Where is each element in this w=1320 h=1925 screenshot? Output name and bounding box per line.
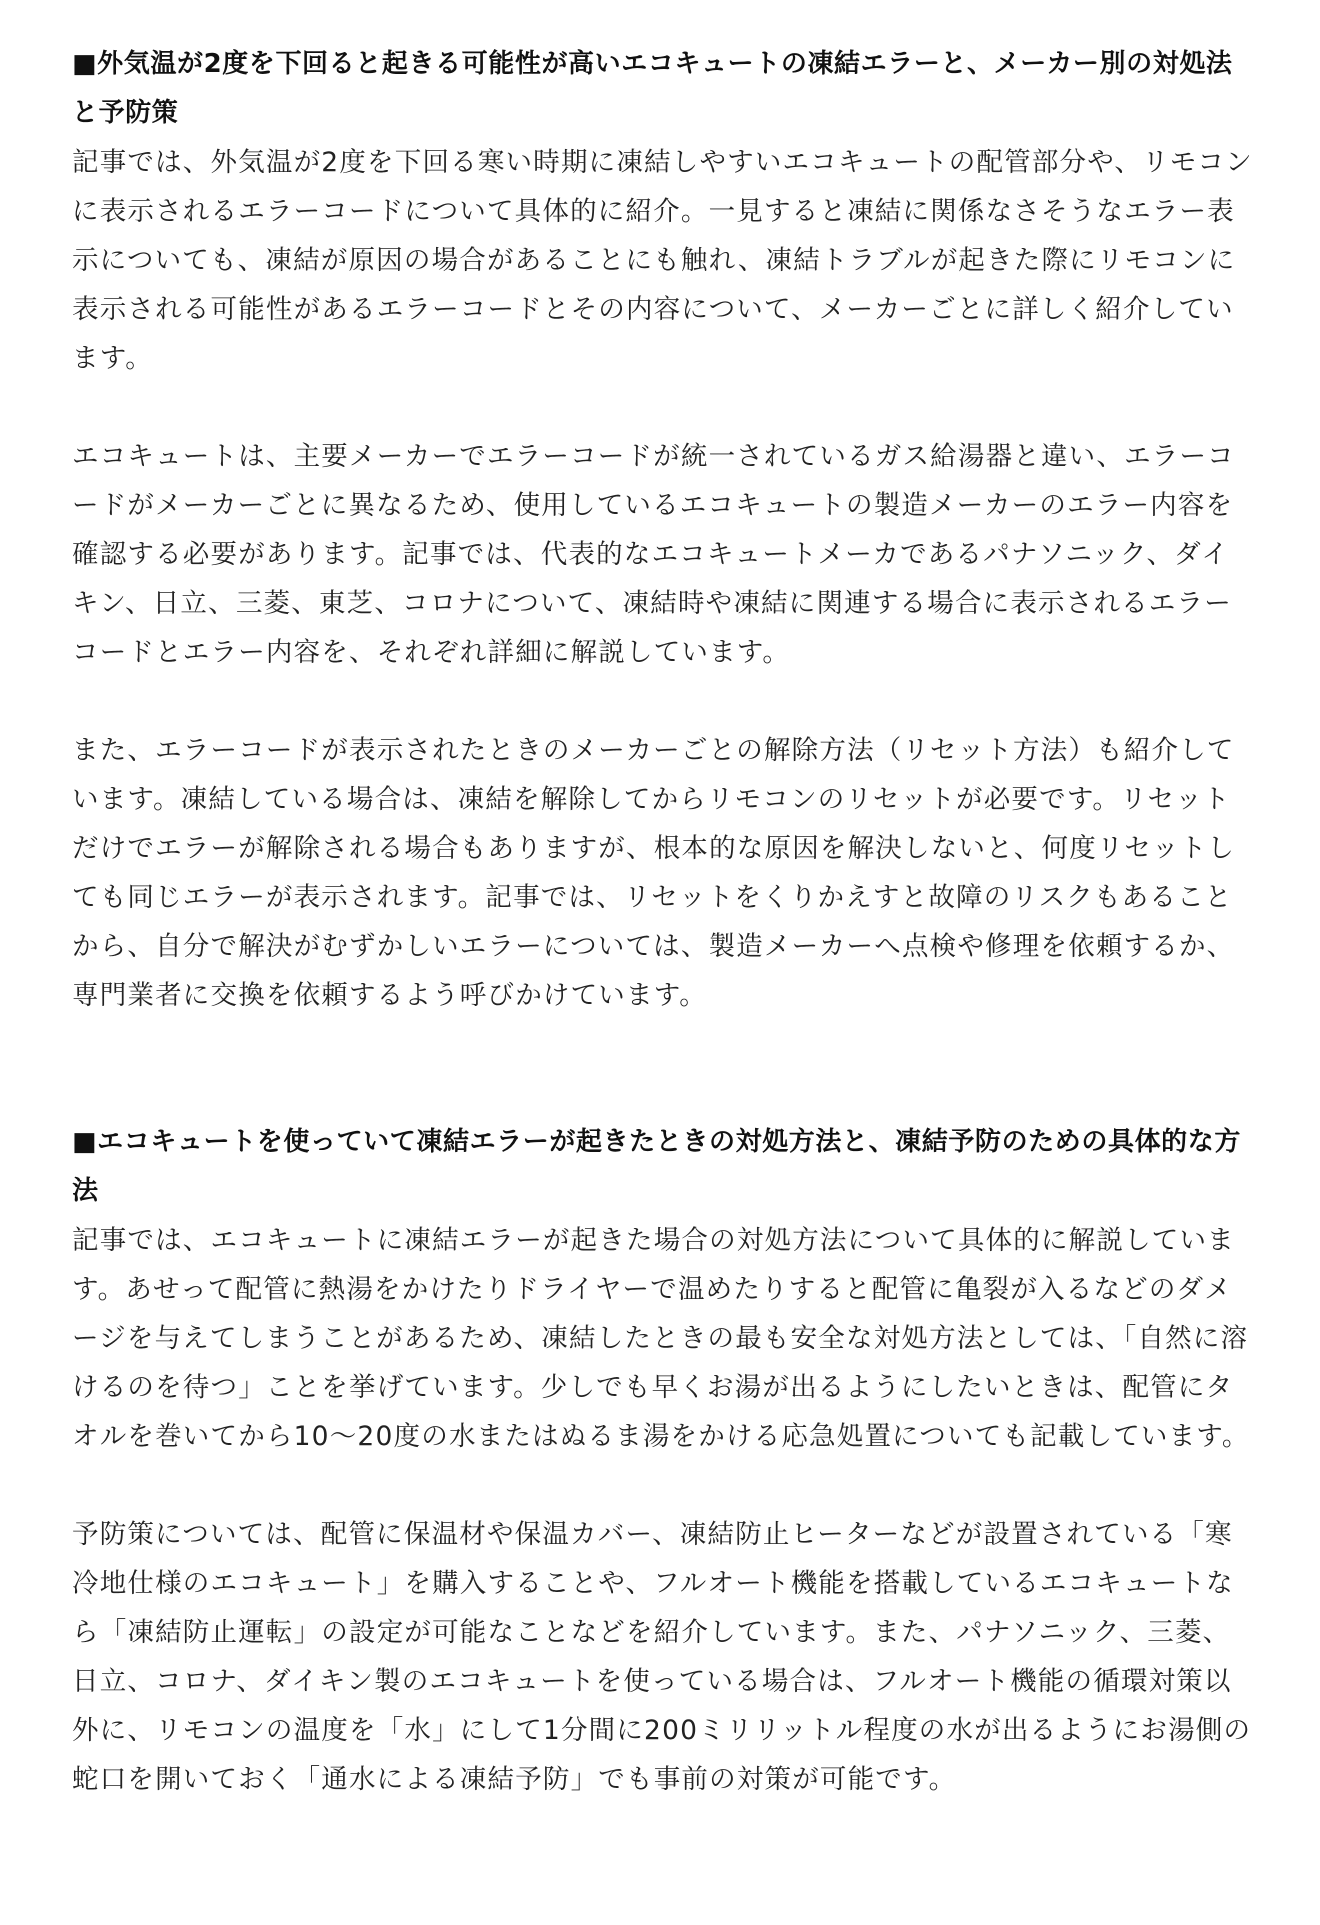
paragraph: 予防策については、配管に保温材や保温カバー、凍結防止ヒーターなどが設置されている「寒冷地仕様のエコキュート」を購入することや、フルオート機能を搭載しているエコキュートなら「凍結防止運転」の設定が可能なことなどを紹介しています。また、パナソニック、三菱、日立、コロナ、ダイキン製のエコキュートを使っている場合は、フルオート機能の循環対策以外に、リモコンの温度を「水」にして1分間に200ミリリットル程度の水が出るようにお湯側の蛇口を開いておく「通水による凍結予防」でも事前の対策が可能です。 [72,1519,1252,1795]
paragraph: 記事では、外気温が2度を下回る寒い時期に凍結しやすいエコキュートの配管部分や、リモコンに表示されるエラーコードについて具体的に紹介。一見すると凍結に関係なさそうなエラー表示についても、凍結が原因の場合があることにも触れ、凍結トラブルが起きた際にリモコンに表示される可能性があるエラーコードとその内容について、メーカーごとに詳しく紹介しています。 [72,147,1253,374]
paragraph: エコキュートは、主要メーカーでエラーコードが統一されているガス給湯器と違い、エラーコードがメーカーごとに異なるため、使用しているエコキュートの製造メーカーのエラー内容を確認する必要があります。記事では、代表的なエコキュートメーカであるパナソニック、ダイキン、日立、三菱、東芝、コロナについて、凍結時や凍結に関連する場合に表示されるエラーコードとエラー内容を、それぞれ詳細に解説しています。 [72,441,1235,668]
paragraph: 記事では、エコキュートに凍結エラーが起きた場合の対処方法について具体的に解説しています。あせって配管に熱湯をかけたりドライヤーで温めたりすると配管に亀裂が入るなどのダメージを与えてしまうことがあるため、凍結したときの最も安全な対処方法としては、「自然に溶けるのを待つ」ことを挙げています。少しでも早くお湯が出るようにしたいときは、配管にタオルを巻いてから10〜20度の水またはぬるま湯をかける応急処置についても記載しています。 [72,1225,1250,1452]
section-heading: ■外気温が2度を下回ると起きる可能性が高いエコキュートの凍結エラーと、メーカー別の対処法と予防策 [72,49,1233,128]
section-freeze-errors [72,40,1256,1020]
section-freeze-countermeasures [72,1118,1256,1804]
paragraph-spacer [72,383,1256,432]
section-heading: ■エコキュートを使っていて凍結エラーが起きたときの対処方法と、凍結予防のための具体的な方法 [72,1127,1241,1206]
section-spacer [72,1020,1256,1118]
paragraph-spacer [72,677,1256,726]
article-body [72,40,1256,1804]
paragraph: また、エラーコードが表示されたときのメーカーごとの解除方法（リセット方法）も紹介しています。凍結している場合は、凍結を解除してからリモコンのリセットが必要です。リセットだけでエラーが解除される場合もありますが、根本的な原因を解決しないと、何度リセットしても同じエラーが表示されます。記事では、リセットをくりかえすと故障のリスクもあることから、自分で解決がむずかしいエラーについては、製造メーカーへ点検や修理を依頼するか、専門業者に交換を依頼するよう呼びかけています。 [72,735,1236,1011]
paragraph-spacer [72,1461,1256,1510]
